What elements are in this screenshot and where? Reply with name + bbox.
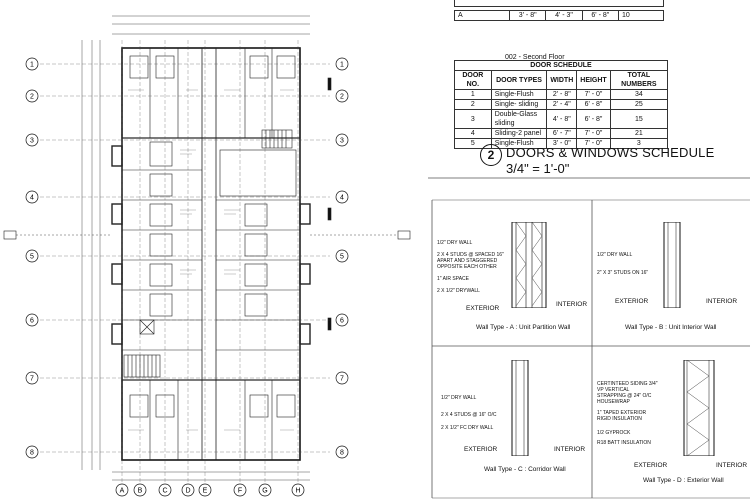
wall-d-title: Wall Type - D : Exterior Wall (643, 477, 724, 484)
grid-row-left-label: 8 (30, 449, 34, 457)
door-schedule-cell: 2 (455, 100, 492, 110)
window-width: 3' - 8" (510, 11, 546, 21)
wall-c-label-1: 1/2" DRY WALL (441, 395, 477, 401)
wall-d-label-2: 1" TAPED EXTERIOR RIGID INSULATION (597, 410, 647, 422)
grid-col-label: H (295, 487, 301, 495)
door-schedule-header: DOOR TYPES (491, 71, 547, 90)
window-col2: 4' - 3" (546, 11, 582, 21)
grid-row-right-label: 7 (340, 375, 344, 383)
grid-row-left-label: 5 (30, 253, 34, 261)
door-schedule-cell: 7' - 0" (577, 90, 610, 100)
door-schedule-cell: 5 (455, 139, 492, 149)
wall-a-section (510, 222, 548, 308)
grid-row-right-label: 3 (340, 137, 344, 145)
grid-row-right-label: 8 (340, 449, 344, 457)
wall-d-exterior: EXTERIOR (634, 462, 668, 469)
grid-row-left-label: 1 (30, 61, 34, 69)
door-schedule-cell: Single-Flush (491, 90, 547, 100)
door-schedule-cell: Single- sliding (491, 100, 547, 110)
grid-col-label: A (119, 487, 125, 495)
door-schedule-cell: 15 (610, 110, 667, 129)
door-schedule-header: HEIGHT (577, 71, 610, 90)
grid-col-label: G (262, 487, 268, 495)
wall-b-label-1: 1/2" DRY WALL (597, 252, 633, 258)
door-schedule-cell: 4 (455, 129, 492, 139)
wall-c-exterior: EXTERIOR (464, 446, 498, 453)
window-height: 6' - 8" (582, 11, 618, 21)
wall-a-label-1: 1/2" DRY WALL (437, 240, 473, 246)
door-schedule-header: WIDTH (547, 71, 577, 90)
door-schedule-cell: 34 (610, 90, 667, 100)
wall-a-label-3: 1" AIR SPACE (437, 276, 469, 282)
door-schedule-cell: 6' - 8" (577, 100, 610, 110)
grid-row-left-label: 3 (30, 137, 34, 145)
sheet-scale: 3/4" = 1'-0" (506, 161, 570, 176)
door-schedule-cell: 6' - 7" (547, 129, 577, 139)
grid-col-label: F (237, 487, 243, 495)
grid-row-left-label: 2 (30, 93, 34, 101)
wall-c-title: Wall Type - C : Corridor Wall (484, 466, 566, 473)
door-schedule-cell: 7' - 0" (577, 129, 610, 139)
door-schedule-cell: Single-Flush (491, 139, 547, 149)
door-schedule-cell: 4' - 8" (547, 110, 577, 129)
grid-row-right-label: 1 (340, 61, 344, 69)
grid-row-right-label: 4 (340, 194, 344, 202)
wall-b-interior: INTERIOR (706, 298, 738, 305)
grid-col-label: C (162, 487, 168, 495)
wall-b-label-2: 2" X 3" STUDS ON 16" (597, 270, 649, 276)
wall-c-section (510, 360, 530, 456)
door-schedule-cell: 7' - 0" (577, 139, 610, 149)
door-schedule-cell: 3 (610, 139, 667, 149)
grid-col-label: D (185, 487, 191, 495)
wall-c-label-3: 2 X 1/2" FC DRY WALL (441, 425, 494, 431)
wall-a-interior: INTERIOR (556, 301, 588, 308)
door-schedule-cell: Double-Glass sliding (491, 110, 547, 129)
grid-col-label: B (137, 487, 143, 495)
door-schedule-cell: 3 (455, 110, 492, 129)
grid-row-left-label: 4 (30, 194, 34, 202)
wall-a-title: Wall Type - A : Unit Partition Wall (476, 324, 571, 331)
wall-b-exterior: EXTERIOR (615, 298, 649, 305)
door-schedule-cell: 2' - 4" (547, 100, 577, 110)
wall-d-interior: INTERIOR (716, 462, 748, 469)
door-schedule-cell: 1 (455, 90, 492, 100)
wall-d-section (682, 360, 716, 456)
grid-col-label: E (202, 487, 208, 495)
door-schedule-cell: 6' - 8" (577, 110, 610, 129)
window-id: A (455, 11, 510, 21)
door-schedule-cell: Sliding-2 panel (491, 129, 547, 139)
floor-label: 002 - Second Floor (505, 54, 565, 61)
grid-row-right-label: 6 (340, 317, 344, 325)
wall-d-label-1: CERTINTEED SIDING 3/4" VP VERTICAL STRAPPING @ 24" O/C HOUSEWRAP (597, 381, 658, 405)
wall-a-label-4: 2 X 1/2" DRYWALL (437, 288, 480, 294)
drawing-number: 2 (487, 148, 495, 162)
wall-d-label-3: 1/2 GYPROCK (597, 430, 631, 436)
sheet-title: DOORS & WINDOWS SCHEDULE (506, 145, 715, 160)
door-schedule-cell: 21 (610, 129, 667, 139)
grid-row-right-label: 5 (340, 253, 344, 261)
door-schedule-cell: 2' - 8" (547, 90, 577, 100)
grid-row-left-label: 6 (30, 317, 34, 325)
grid-row-right-label: 2 (340, 93, 344, 101)
window-count: 10 (619, 11, 664, 21)
door-schedule-header: DOOR NO. (455, 71, 492, 90)
wall-b-title: Wall Type - B : Unit Interior Wall (625, 324, 717, 331)
wall-b-section (662, 222, 682, 308)
wall-a-exterior: EXTERIOR (466, 305, 500, 312)
wall-c-interior: INTERIOR (554, 446, 586, 453)
door-schedule-title: DOOR SCHEDULE (455, 61, 668, 71)
wall-c-label-2: 2 X 4 STUDS @ 16" O/C (441, 412, 497, 418)
door-schedule-cell: 25 (610, 100, 667, 110)
wall-a-label-2: 2 X 4 STUDS @ SPACED 16" APART AND STAGGERED OPPOSITE EACH OTHER (437, 252, 504, 270)
wall-d-label-4: R18 BATT INSULATION (597, 440, 651, 446)
door-schedule-header: TOTAL NUMBERS (610, 71, 667, 90)
grid-row-left-label: 7 (30, 375, 34, 383)
door-schedule-cell: 3' - 0" (547, 139, 577, 149)
